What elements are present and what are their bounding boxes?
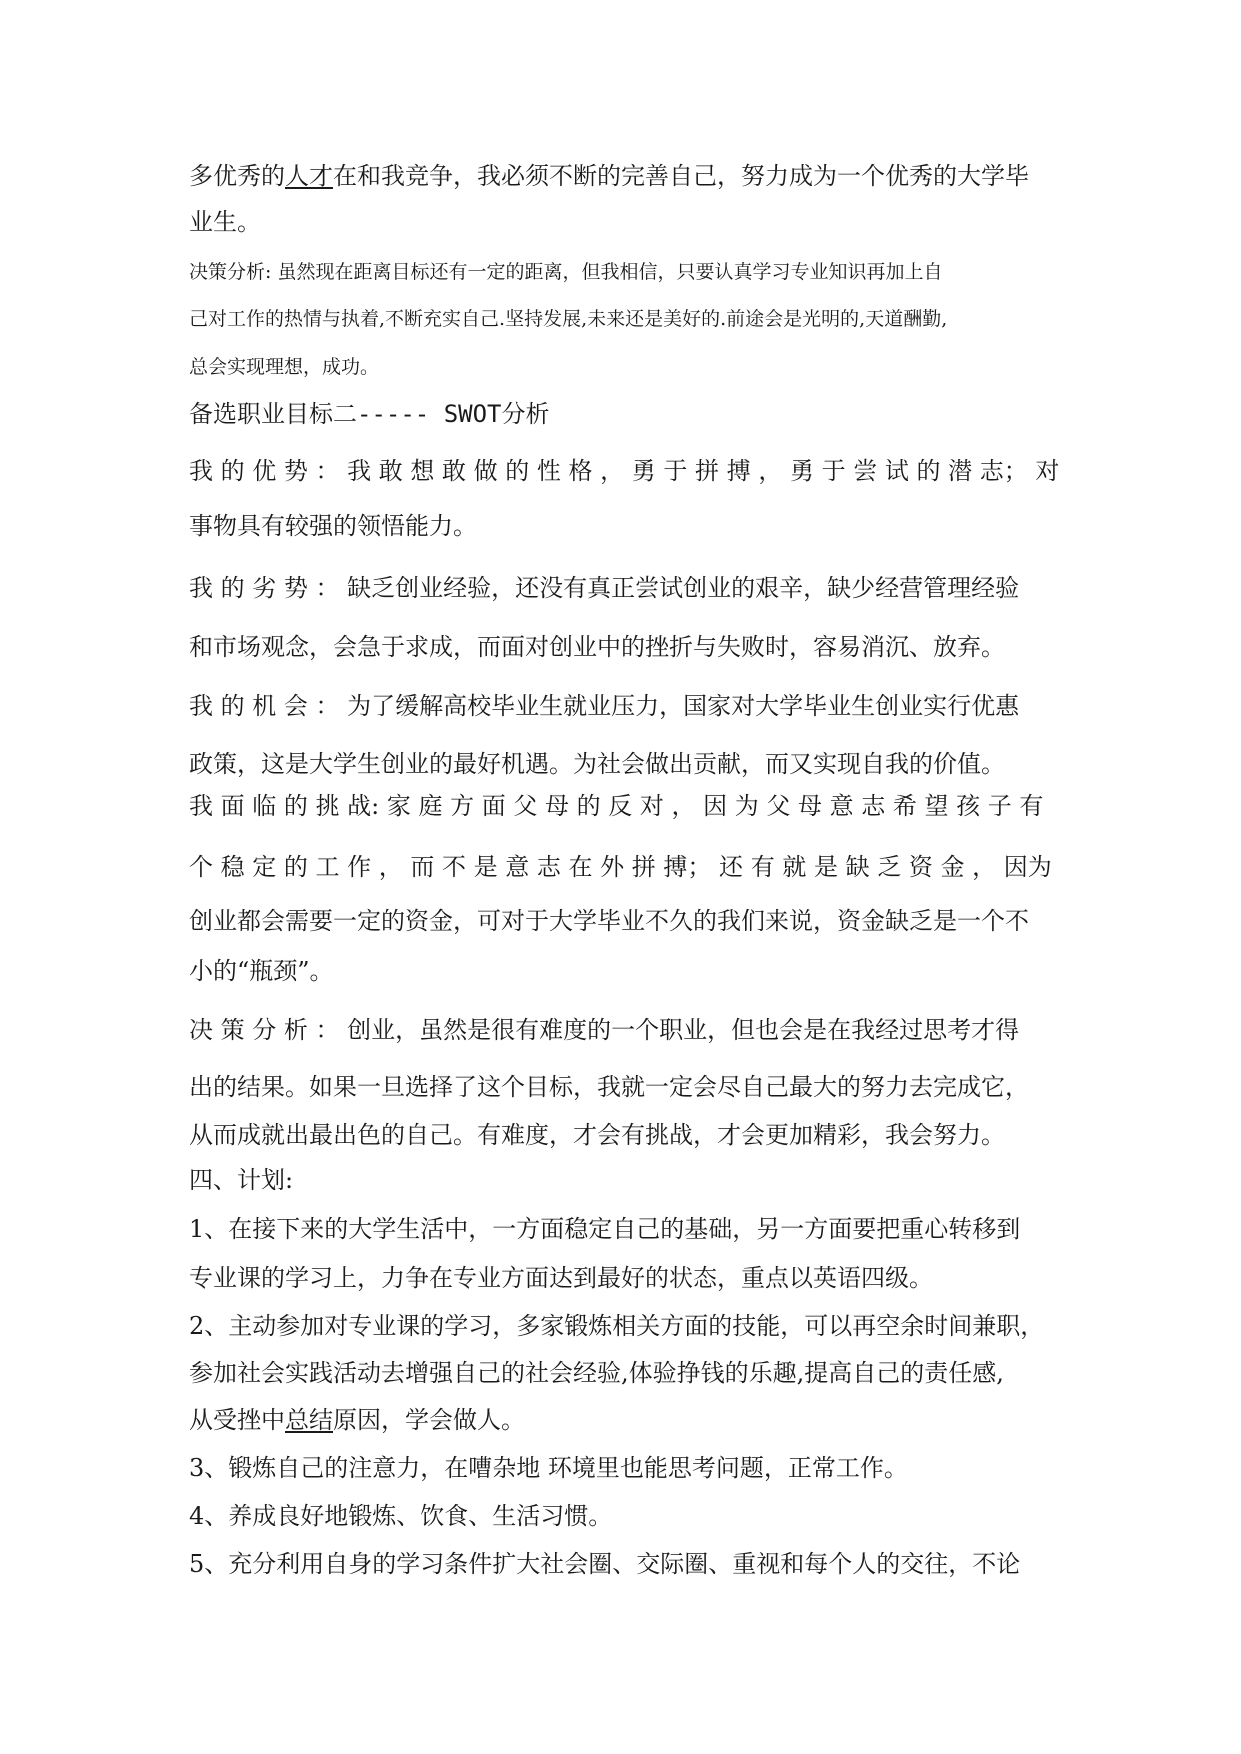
paragraph-line: 个 稳 定 的 工 作 ， 而 不 是 意 志 在 外 拼 搏； 还 有 就 是 缺 乏 资 金 ， 因为 [189,853,1052,881]
paragraph-line [189,160,1029,192]
section-heading: 四、计划: [189,1166,294,1194]
paragraph-line: 从而成就出最出色的自己。有难度，才会有挑战，才会更加精彩，我会努力。 [189,1121,1005,1149]
text-span: 备选职业目标二 [189,400,357,428]
paragraph-line: 政策，这是大学生创业的最好机遇。为社会做出贡献，而又实现自我的价值。 [189,750,1005,778]
paragraph-line: 出的结果。如果一旦选择了这个目标，我就一定会尽自己最大的努力去完成它， [189,1073,1029,1101]
text-span: 多优秀的 [189,162,285,190]
text-span: 原因，学会做人。 [333,1406,525,1434]
list-item: 5、充分利用自身的学习条件扩大社会圈、交际圈、重视和每个人的交往，不论 [189,1550,1021,1578]
text-span: ----- SWOT [357,400,502,428]
paragraph-line: 参加社会实践活动去增强自己的社会经验,体验挣钱的乐趣,提高自己的责任感, [189,1359,1004,1387]
list-item: 3、锻炼自己的注意力，在嘈杂地 环境里也能思考问题，正常工作。 [189,1454,908,1482]
paragraph-line: 我 面 临 的 挑 战: 家 庭 方 面 父 母 的 反 对 ， 因 为 父 母 意 志 希 望 孩 子 有 [189,792,1044,820]
list-item: 1、在接下来的大学生活中，一方面稳定自己的基础，另一方面要把重心转移到 [189,1215,1021,1243]
paragraph-line: 总会实现理想，成功。 [189,356,380,378]
paragraph-line: 业生。 [189,208,261,236]
paragraph-line: 我 的 优 势 ： 我 敢 想 敢 做 的 性 格 ， 勇 于 拼 搏 ， 勇 于 尝 试 的 潜 志； 对 [189,457,1060,485]
list-item: 4、养成良好地锻炼、饮食、生活习惯。 [189,1502,613,1530]
paragraph-line: 事物具有较强的领悟能力。 [189,512,477,540]
paragraph-line: 专业课的学习上，力争在专业方面达到最好的状态，重点以英语四级。 [189,1264,933,1292]
paragraph-line: 我 的 机 会 ： 为了缓解高校毕业生就业压力，国家对大学毕业生创业实行优惠 [189,692,1020,720]
hyperlink-rencai[interactable]: 人才 [285,162,333,190]
paragraph-line: 小的“瓶颈”。 [189,957,334,985]
paragraph-line: 和市场观念，会急于求成，而面对创业中的挫折与失败时，容易消沉、放弃。 [189,633,1005,661]
paragraph-line: 我 的 劣 势 ： 缺乏创业经验，还没有真正尝试创业的艰辛，缺少经营管理经验 [189,574,1020,602]
list-item: 2、主动参加对专业课的学习，多家锻炼相关方面的技能，可以再空余时间兼职， [189,1312,1045,1340]
section-heading [189,398,550,430]
text-span: 分析 [501,400,550,428]
paragraph-line: 决 策 分 析 ： 创业，虽然是很有难度的一个职业，但也会是在我经过思考才得 [189,1016,1020,1044]
hyperlink-zongjie[interactable]: 总结 [285,1406,333,1434]
text-span: 从受挫中 [189,1406,285,1434]
paragraph-line: 创业都会需要一定的资金，可对于大学毕业不久的我们来说，资金缺乏是一个不 [189,907,1029,935]
paragraph-line: 己对工作的热情与执着,不断充实自己.坚持发展,未来还是美好的.前途会是光明的,天道酬勤, [189,308,948,330]
paragraph-line [189,1404,525,1436]
text-span: 在和我竞争，我必须不断的完善自己，努力成为一个优秀的大学毕 [333,162,1029,190]
paragraph-line: 决策分析: 虽然现在距离目标还有一定的距离，但我相信，只要认真学习专业知识再加上自 [189,261,943,283]
